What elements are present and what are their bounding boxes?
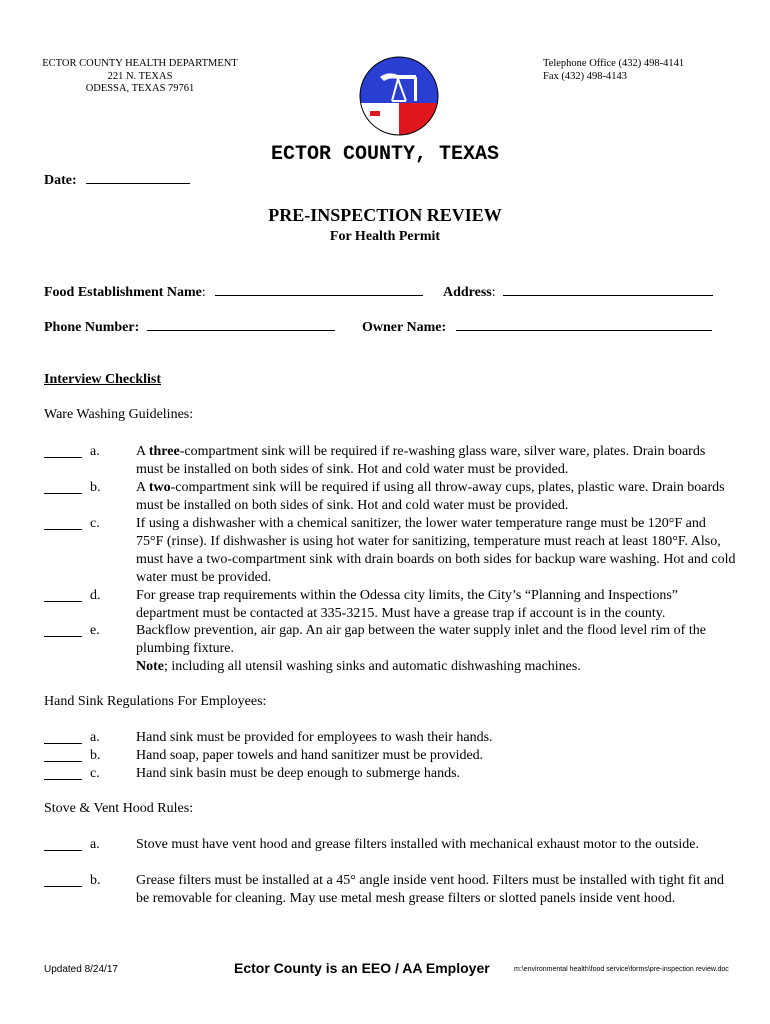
city-state-zip: ODESSA, TEXAS 79761 [85, 83, 195, 94]
department-address [40, 58, 240, 96]
date-label: Date: [44, 173, 77, 188]
phone-number-field[interactable] [44, 318, 335, 336]
establishment-blank[interactable] [215, 283, 423, 296]
updated-date: Updated 8/24/17 [44, 964, 118, 975]
checkbox-blank[interactable] [44, 765, 82, 780]
telephone: Telephone Office (432) 498-4141 [543, 58, 685, 69]
owner-label: Owner Name: [362, 320, 447, 335]
eeo-statement: Ector County is an EEO / AA Employer [234, 960, 490, 976]
address-blank[interactable] [503, 283, 713, 296]
ware-washing-heading: Ware Washing Guidelines: [44, 407, 194, 422]
department-name: ECTOR COUNTY HEALTH DEPARTMENT [42, 58, 238, 69]
checkbox-blank[interactable] [44, 872, 82, 887]
checkbox-blank[interactable] [44, 443, 82, 458]
owner-name-field[interactable] [362, 318, 712, 336]
page-subtitle: For Health Permit [329, 229, 441, 244]
phone-label: Phone Number: [44, 320, 140, 335]
date-blank[interactable] [86, 171, 190, 184]
establishment-name-field[interactable]: Food Establishment Name: [44, 283, 423, 301]
page-title: PRE-INSPECTION REVIEW [268, 205, 502, 225]
fax: Fax (432) 498-4143 [543, 70, 627, 82]
checkbox-blank[interactable] [44, 622, 82, 637]
hand-sink-heading: Hand Sink Regulations For Employees: [44, 694, 267, 709]
address-field[interactable]: Address: [443, 283, 713, 301]
contact-info [543, 58, 743, 83]
street-address: 221 N. TEXAS [107, 70, 173, 82]
checkbox-blank[interactable] [44, 836, 82, 851]
checkbox-blank[interactable] [44, 587, 82, 602]
address-label: Address [443, 285, 492, 300]
stove-heading: Stove & Vent Hood Rules: [44, 801, 194, 816]
file-path: m:\environmental health\food service\forms\pre-inspection review.doc [514, 966, 729, 973]
checklist-heading: Interview Checklist [44, 372, 162, 387]
owner-blank[interactable] [456, 318, 712, 331]
checkbox-blank[interactable] [44, 515, 82, 530]
checkbox-blank[interactable] [44, 729, 82, 744]
phone-blank[interactable] [147, 318, 335, 331]
checkbox-blank[interactable] [44, 747, 82, 762]
county-title: ECTOR COUNTY, TEXAS [270, 143, 500, 166]
checkbox-blank[interactable] [44, 479, 82, 494]
date-field[interactable] [44, 171, 190, 189]
establishment-label: Food Establishment Name [44, 285, 202, 300]
ector-county-seal-icon [358, 55, 440, 137]
